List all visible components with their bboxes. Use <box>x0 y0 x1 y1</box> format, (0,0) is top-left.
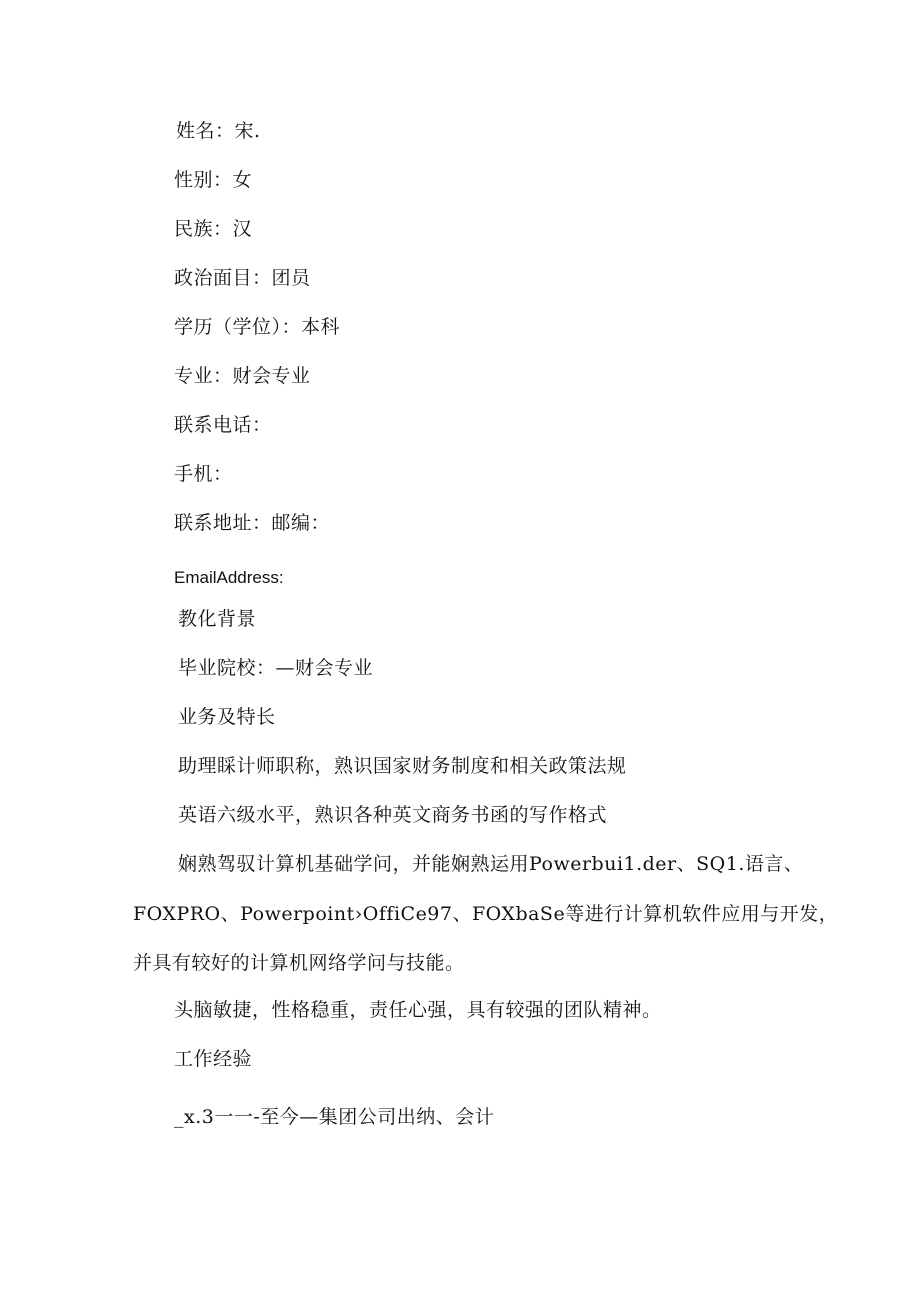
skill-english-line: 英语六级水平，熟识各种英文商务书函的写作格式 <box>178 804 608 826</box>
skill-personality-line: 头脑敏捷，性格稳重，责任心强，具有较强的团队精神。 <box>174 999 662 1021</box>
skill-computer-line-2: FOXPRO、Powerpoint›OffiCe97、FOXbaSe等进行计算机软件应用与开发， <box>133 903 839 925</box>
name-line: 姓名：宋. <box>176 120 261 142</box>
school-line: 毕业院校：—财会专业 <box>178 657 374 679</box>
gender-line: 性别：女 <box>174 169 253 191</box>
skill-computer-line-1: 娴熟驾驭计算机基础学问，并能娴熟运用Powerbui1.der、SQ1.语言、 <box>178 853 804 875</box>
major-line: 专业：财会专业 <box>174 365 311 387</box>
education-degree-line: 学历（学位）：本科 <box>174 316 341 338</box>
address-postcode-line: 联系地址：邮编： <box>174 512 331 534</box>
work-heading: 工作经验 <box>174 1048 253 1070</box>
email-line: EmailAddress: <box>174 568 284 587</box>
mobile-line: 手机： <box>174 463 233 485</box>
work-entry-line: _x.3一一-至今—集团公司出纳、会计 <box>174 1106 495 1128</box>
political-status-line: 政治面目：团员 <box>174 267 311 289</box>
education-heading: 教化背景 <box>178 608 257 630</box>
ethnicity-line: 民族：汉 <box>174 218 253 240</box>
skill-computer-line-3: 并具有较好的计算机网络学问与技能。 <box>133 952 465 974</box>
phone-line: 联系电话： <box>174 414 272 436</box>
skills-heading: 业务及特长 <box>178 706 276 728</box>
skill-accounting-line: 助理睬计师职称，熟识国家财务制度和相关政策法规 <box>178 755 627 777</box>
